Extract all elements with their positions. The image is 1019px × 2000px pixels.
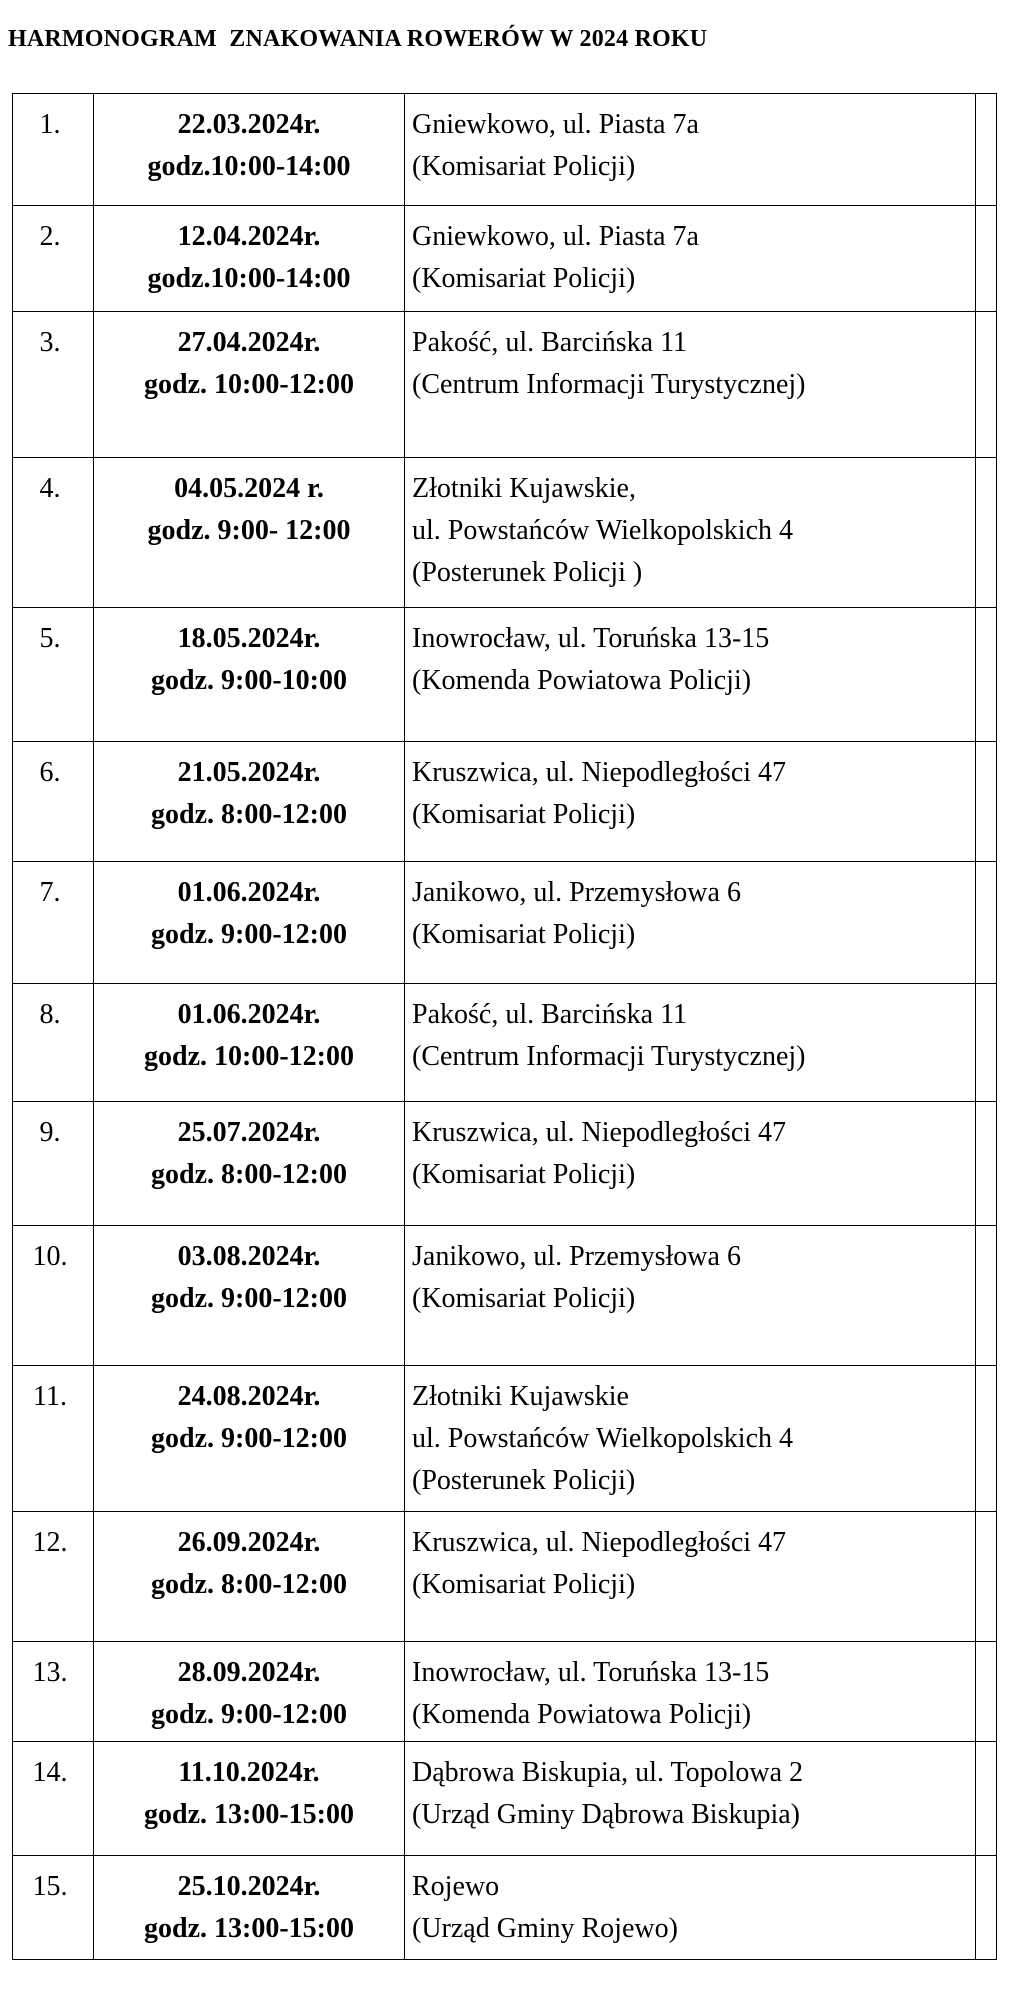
row-place [405,1512,976,1642]
row-date: 21.05.2024r. [177,757,321,788]
row-date: 12.04.2024r. [177,221,321,252]
row-datetime [94,1642,405,1742]
schedule-row [13,742,997,862]
row-place [405,608,976,742]
place-line: (Komisariat Policji) [412,919,636,950]
row-date: 24.08.2024r. [177,1381,321,1412]
row-place [405,206,976,312]
blank-cell [976,1642,997,1742]
row-place [405,458,976,608]
row-datetime [94,862,405,984]
row-time: godz. 13:00-15:00 [144,1913,354,1944]
place-line: (Komisariat Policji) [412,1283,636,1314]
row-date: 04.05.2024 r. [174,473,324,504]
row-number: 9. [13,1102,94,1226]
place-line: Janikowo, ul. Przemysłowa 6 [412,877,741,908]
blank-cell [976,312,997,458]
blank-cell [976,206,997,312]
row-time: godz. 8:00-12:00 [151,1569,347,1600]
place-line: Złotniki Kujawskie [412,1381,629,1412]
schedule-row [13,1856,997,1960]
place-line: Gniewkowo, ul. Piasta 7a [412,109,699,140]
row-date: 22.03.2024r. [177,109,321,140]
schedule-row [13,608,997,742]
row-time: godz. 13:00-15:00 [144,1799,354,1830]
row-place [405,1742,976,1856]
row-place [405,1856,976,1960]
place-line: (Komisariat Policji) [412,799,636,830]
blank-cell [976,1742,997,1856]
row-time: godz. 9:00-12:00 [151,1283,347,1314]
row-datetime [94,984,405,1102]
place-line: Złotniki Kujawskie, [412,473,636,504]
row-number: 1. [13,94,94,206]
schedule-row [13,458,997,608]
row-number: 10. [13,1226,94,1366]
row-datetime [94,608,405,742]
row-date: 01.06.2024r. [177,877,321,908]
place-line: (Komenda Powiatowa Policji) [412,1699,752,1730]
row-time: godz.10:00-14:00 [147,151,351,182]
place-line: (Centrum Informacji Turystycznej) [412,1041,806,1072]
row-datetime [94,1226,405,1366]
place-line: Kruszwica, ul. Niepodległości 47 [412,1117,787,1148]
blank-cell [976,742,997,862]
place-line: (Urząd Gminy Rojewo) [412,1913,678,1944]
place-line: ul. Powstańców Wielkopolskich 4 [412,1423,793,1454]
row-number: 14. [13,1742,94,1856]
place-line: Janikowo, ul. Przemysłowa 6 [412,1241,741,1272]
row-date: 01.06.2024r. [177,999,321,1030]
row-datetime [94,1366,405,1512]
place-line: (Komenda Powiatowa Policji) [412,665,752,696]
row-datetime [94,742,405,862]
row-place [405,862,976,984]
blank-cell [976,1366,997,1512]
place-line: (Komisariat Policji) [412,151,636,182]
row-number: 12. [13,1512,94,1642]
place-line: (Komisariat Policji) [412,1159,636,1190]
place-line: Inowrocław, ul. Toruńska 13-15 [412,623,770,654]
row-number: 11. [13,1366,94,1512]
row-place [405,1226,976,1366]
row-date: 11.10.2024r. [178,1757,320,1788]
row-number: 5. [13,608,94,742]
row-time: godz. 8:00-12:00 [151,1159,347,1190]
row-date: 27.04.2024r. [177,327,321,358]
place-line: Gniewkowo, ul. Piasta 7a [412,221,699,252]
row-time: godz. 10:00-12:00 [144,369,354,400]
schedule-row [13,206,997,312]
schedule-row [13,1226,997,1366]
schedule-row [13,312,997,458]
schedule-row [13,1366,997,1512]
row-datetime [94,94,405,206]
row-datetime [94,206,405,312]
place-line: (Urząd Gminy Dąbrowa Biskupia) [412,1799,801,1830]
row-number: 15. [13,1856,94,1960]
place-line: Inowrocław, ul. Toruńska 13-15 [412,1657,770,1688]
row-place [405,742,976,862]
schedule-row [13,1742,997,1856]
blank-cell [976,1512,997,1642]
row-date: 18.05.2024r. [177,623,321,654]
row-datetime [94,312,405,458]
row-date: 25.07.2024r. [177,1117,321,1148]
schedule-table [12,93,997,1960]
row-place [405,984,976,1102]
place-line: (Posterunek Policji ) [412,557,643,588]
schedule-row [13,1642,997,1742]
row-place [405,1102,976,1226]
place-line: Kruszwica, ul. Niepodległości 47 [412,757,787,788]
place-line: Pakość, ul. Barcińska 11 [412,999,688,1030]
row-date: 26.09.2024r. [177,1527,321,1558]
blank-cell [976,608,997,742]
row-number: 3. [13,312,94,458]
row-time: godz. 8:00-12:00 [151,799,347,830]
schedule-row [13,1512,997,1642]
row-number: 4. [13,458,94,608]
row-datetime [94,1742,405,1856]
row-date: 25.10.2024r. [177,1871,321,1902]
place-line: Rojewo [412,1871,500,1902]
row-time: godz. 9:00-12:00 [151,1699,347,1730]
place-line: (Komisariat Policji) [412,263,636,294]
place-line: Kruszwica, ul. Niepodległości 47 [412,1527,787,1558]
blank-cell [976,1226,997,1366]
document-title: HARMONOGRAM ZNAKOWANIA ROWERÓW W 2024 ROKU [8,26,708,52]
place-line: Pakość, ul. Barcińska 11 [412,327,688,358]
schedule-row [13,984,997,1102]
blank-cell [976,94,997,206]
row-time: godz. 9:00-12:00 [151,919,347,950]
row-place [405,1366,976,1512]
blank-cell [976,862,997,984]
place-line: Dąbrowa Biskupia, ul. Topolowa 2 [412,1757,804,1788]
row-number: 13. [13,1642,94,1742]
row-time: godz. 9:00-10:00 [151,665,347,696]
row-date: 03.08.2024r. [177,1241,321,1272]
row-number: 6. [13,742,94,862]
row-place [405,312,976,458]
place-line: (Komisariat Policji) [412,1569,636,1600]
schedule-row [13,94,997,206]
blank-cell [976,1102,997,1226]
row-datetime [94,1102,405,1226]
schedule-row [13,1102,997,1226]
row-number: 7. [13,862,94,984]
row-number: 8. [13,984,94,1102]
row-datetime [94,1856,405,1960]
place-line: ul. Powstańców Wielkopolskich 4 [412,515,793,546]
row-datetime [94,1512,405,1642]
row-number: 2. [13,206,94,312]
row-time: godz. 10:00-12:00 [144,1041,354,1072]
schedule-row [13,862,997,984]
blank-cell [976,458,997,608]
blank-cell [976,1856,997,1960]
row-datetime [94,458,405,608]
place-line: (Posterunek Policji) [412,1465,636,1496]
row-place [405,94,976,206]
row-time: godz. 9:00-12:00 [151,1423,347,1454]
row-time: godz. 9:00- 12:00 [147,515,351,546]
blank-cell [976,984,997,1102]
row-date: 28.09.2024r. [177,1657,321,1688]
row-place [405,1642,976,1742]
row-time: godz.10:00-14:00 [147,263,351,294]
place-line: (Centrum Informacji Turystycznej) [412,369,806,400]
